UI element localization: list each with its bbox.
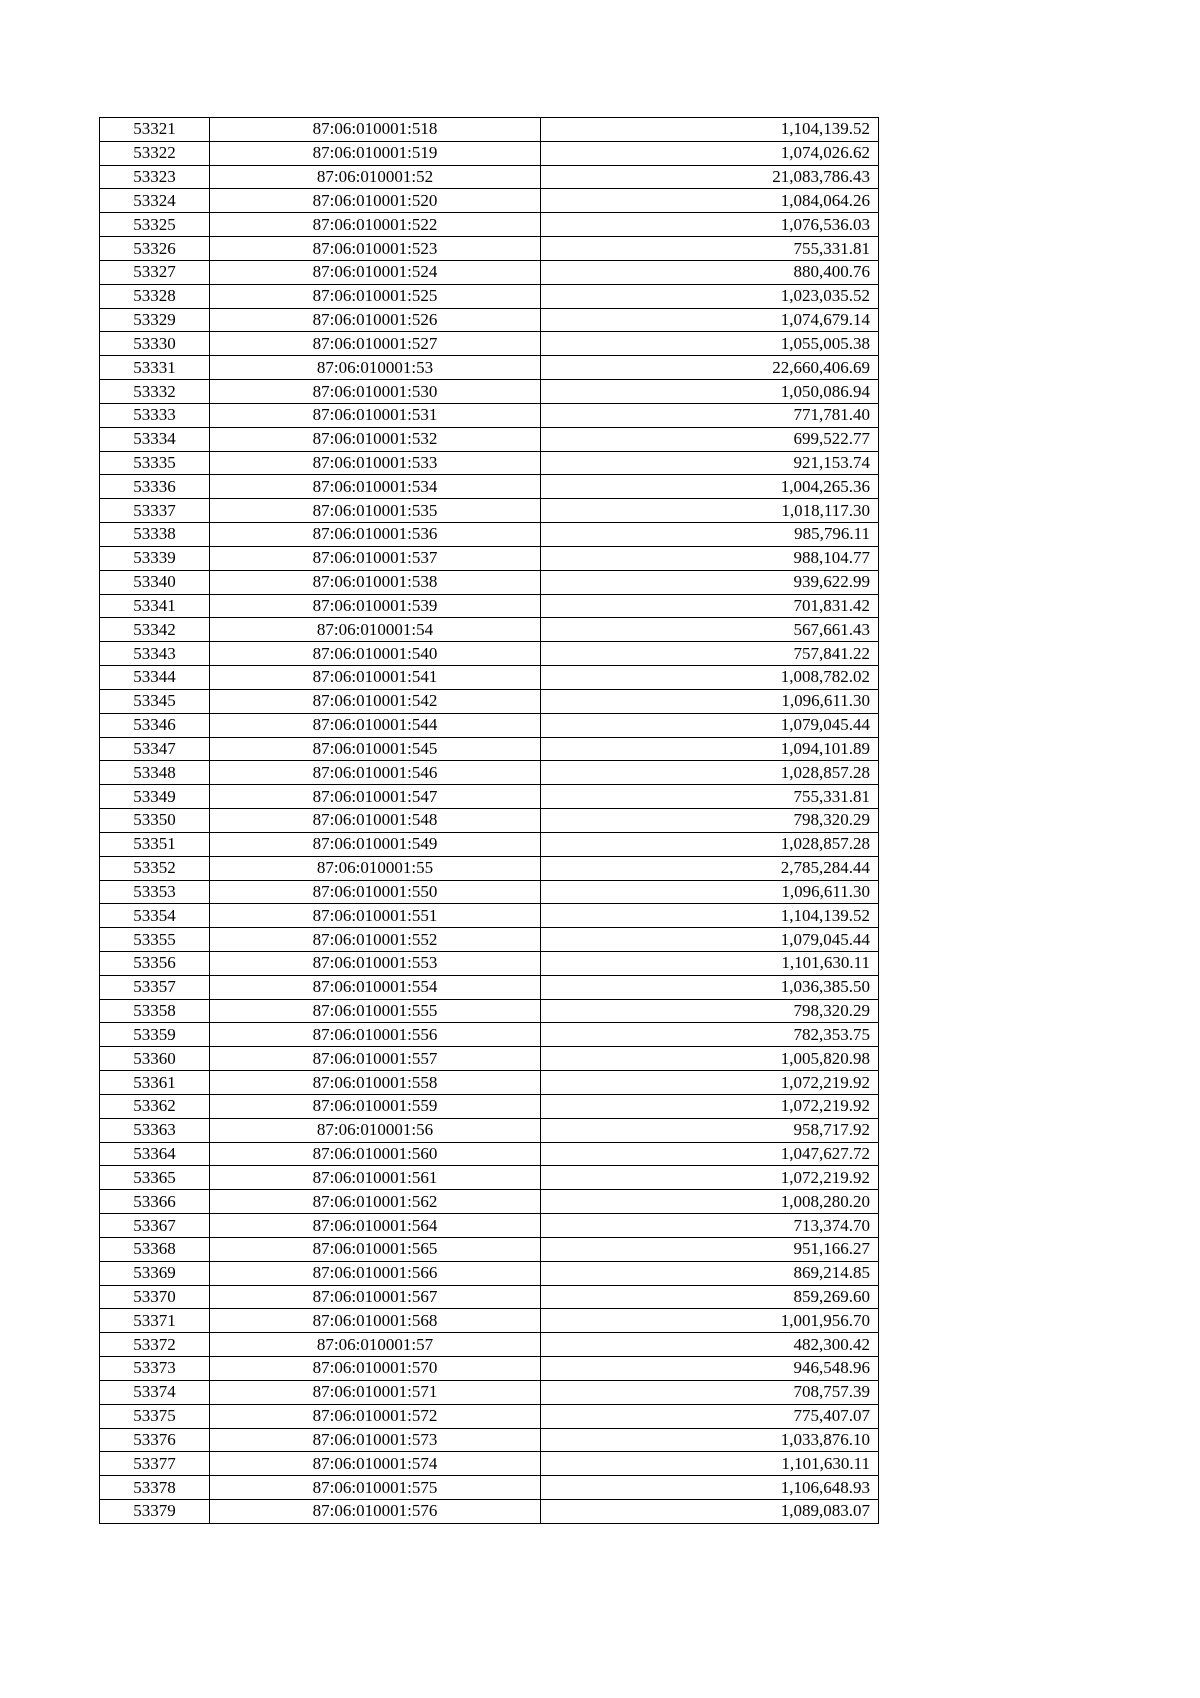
cadastral-number-cell: 87:06:010001:564 (210, 1214, 541, 1238)
cadastral-number-cell: 87:06:010001:539 (210, 594, 541, 618)
value-cell: 482,300.42 (541, 1333, 879, 1357)
cadastral-value-table (99, 117, 879, 1524)
table-row (100, 594, 879, 618)
table-row (100, 1142, 879, 1166)
table-row (100, 1285, 879, 1309)
cadastral-number-cell: 87:06:010001:574 (210, 1452, 541, 1476)
cadastral-number-cell: 87:06:010001:558 (210, 1071, 541, 1095)
value-cell: 985,796.11 (541, 523, 879, 547)
table-row (100, 1357, 879, 1381)
cadastral-number-cell: 87:06:010001:571 (210, 1380, 541, 1404)
cadastral-number-cell: 87:06:010001:523 (210, 237, 541, 261)
table-row (100, 118, 879, 142)
cadastral-number-cell: 87:06:010001:557 (210, 1047, 541, 1071)
row-number-cell: 53325 (100, 213, 210, 237)
row-number-cell: 53338 (100, 523, 210, 547)
value-cell: 1,004,265.36 (541, 475, 879, 499)
cadastral-number-cell: 87:06:010001:536 (210, 523, 541, 547)
row-number-cell: 53348 (100, 761, 210, 785)
value-cell: 1,005,820.98 (541, 1047, 879, 1071)
table-row (100, 284, 879, 308)
cadastral-number-cell: 87:06:010001:534 (210, 475, 541, 499)
table-row (100, 880, 879, 904)
value-cell: 755,331.81 (541, 237, 879, 261)
value-cell: 1,074,679.14 (541, 308, 879, 332)
table-row (100, 165, 879, 189)
cadastral-number-cell: 87:06:010001:524 (210, 260, 541, 284)
value-cell: 2,785,284.44 (541, 856, 879, 880)
value-cell: 1,106,648.93 (541, 1476, 879, 1500)
row-number-cell: 53365 (100, 1166, 210, 1190)
value-cell: 1,018,117.30 (541, 499, 879, 523)
table-row (100, 1118, 879, 1142)
table-row (100, 1404, 879, 1428)
row-number-cell: 53374 (100, 1380, 210, 1404)
row-number-cell: 53361 (100, 1071, 210, 1095)
row-number-cell: 53333 (100, 403, 210, 427)
cadastral-number-cell: 87:06:010001:572 (210, 1404, 541, 1428)
table-row (100, 999, 879, 1023)
value-cell: 708,757.39 (541, 1380, 879, 1404)
table-row (100, 1214, 879, 1238)
row-number-cell: 53364 (100, 1142, 210, 1166)
value-cell: 1,008,280.20 (541, 1190, 879, 1214)
row-number-cell: 53352 (100, 856, 210, 880)
value-cell: 713,374.70 (541, 1214, 879, 1238)
table-row (100, 642, 879, 666)
cadastral-number-cell: 87:06:010001:575 (210, 1476, 541, 1500)
row-number-cell: 53369 (100, 1261, 210, 1285)
value-cell: 1,104,139.52 (541, 118, 879, 142)
table-row (100, 499, 879, 523)
table-row (100, 1333, 879, 1357)
value-cell: 869,214.85 (541, 1261, 879, 1285)
table-row (100, 1094, 879, 1118)
table-row (100, 1476, 879, 1500)
value-cell: 1,094,101.89 (541, 737, 879, 761)
table-row (100, 451, 879, 475)
table-row (100, 380, 879, 404)
table-row (100, 308, 879, 332)
table-row (100, 356, 879, 380)
table-row (100, 1380, 879, 1404)
value-cell: 1,008,782.02 (541, 666, 879, 690)
cadastral-number-cell: 87:06:010001:519 (210, 141, 541, 165)
value-cell: 1,028,857.28 (541, 832, 879, 856)
value-cell: 859,269.60 (541, 1285, 879, 1309)
row-number-cell: 53336 (100, 475, 210, 499)
value-cell: 1,055,005.38 (541, 332, 879, 356)
table-body (100, 118, 879, 1524)
cadastral-number-cell: 87:06:010001:566 (210, 1261, 541, 1285)
table-row (100, 689, 879, 713)
table-row (100, 713, 879, 737)
table-row (100, 332, 879, 356)
value-cell: 988,104.77 (541, 546, 879, 570)
value-cell: 1,076,536.03 (541, 213, 879, 237)
table-row (100, 141, 879, 165)
cadastral-number-cell: 87:06:010001:52 (210, 165, 541, 189)
row-number-cell: 53355 (100, 928, 210, 952)
row-number-cell: 53331 (100, 356, 210, 380)
row-number-cell: 53376 (100, 1428, 210, 1452)
table-row (100, 1190, 879, 1214)
table-row (100, 570, 879, 594)
row-number-cell: 53340 (100, 570, 210, 594)
value-cell: 921,153.74 (541, 451, 879, 475)
cadastral-number-cell: 87:06:010001:545 (210, 737, 541, 761)
row-number-cell: 53329 (100, 308, 210, 332)
cadastral-number-cell: 87:06:010001:547 (210, 785, 541, 809)
row-number-cell: 53370 (100, 1285, 210, 1309)
cadastral-number-cell: 87:06:010001:542 (210, 689, 541, 713)
value-cell: 757,841.22 (541, 642, 879, 666)
row-number-cell: 53353 (100, 880, 210, 904)
cadastral-number-cell: 87:06:010001:551 (210, 904, 541, 928)
table-row (100, 546, 879, 570)
table-row (100, 1428, 879, 1452)
row-number-cell: 53372 (100, 1333, 210, 1357)
value-cell: 22,660,406.69 (541, 356, 879, 380)
value-cell: 798,320.29 (541, 999, 879, 1023)
value-cell: 1,074,026.62 (541, 141, 879, 165)
table-row (100, 1261, 879, 1285)
value-cell: 1,033,876.10 (541, 1428, 879, 1452)
row-number-cell: 53335 (100, 451, 210, 475)
row-number-cell: 53347 (100, 737, 210, 761)
row-number-cell: 53334 (100, 427, 210, 451)
cadastral-number-cell: 87:06:010001:576 (210, 1500, 541, 1524)
value-cell: 755,331.81 (541, 785, 879, 809)
cadastral-number-cell: 87:06:010001:525 (210, 284, 541, 308)
row-number-cell: 53341 (100, 594, 210, 618)
value-cell: 958,717.92 (541, 1118, 879, 1142)
value-cell: 771,781.40 (541, 403, 879, 427)
row-number-cell: 53349 (100, 785, 210, 809)
row-number-cell: 53378 (100, 1476, 210, 1500)
table-row (100, 213, 879, 237)
cadastral-number-cell: 87:06:010001:561 (210, 1166, 541, 1190)
row-number-cell: 53323 (100, 165, 210, 189)
value-cell: 1,023,035.52 (541, 284, 879, 308)
value-cell: 1,096,611.30 (541, 880, 879, 904)
cadastral-number-cell: 87:06:010001:562 (210, 1190, 541, 1214)
cadastral-number-cell: 87:06:010001:560 (210, 1142, 541, 1166)
table-row (100, 189, 879, 213)
row-number-cell: 53330 (100, 332, 210, 356)
table-row (100, 975, 879, 999)
value-cell: 1,079,045.44 (541, 713, 879, 737)
row-number-cell: 53343 (100, 642, 210, 666)
table-row (100, 1047, 879, 1071)
row-number-cell: 53324 (100, 189, 210, 213)
row-number-cell: 53367 (100, 1214, 210, 1238)
cadastral-number-cell: 87:06:010001:541 (210, 666, 541, 690)
cadastral-number-cell: 87:06:010001:553 (210, 951, 541, 975)
cadastral-number-cell: 87:06:010001:53 (210, 356, 541, 380)
cadastral-number-cell: 87:06:010001:54 (210, 618, 541, 642)
row-number-cell: 53362 (100, 1094, 210, 1118)
value-cell: 1,050,086.94 (541, 380, 879, 404)
cadastral-number-cell: 87:06:010001:548 (210, 809, 541, 833)
table-row (100, 1452, 879, 1476)
row-number-cell: 53368 (100, 1237, 210, 1261)
cadastral-number-cell: 87:06:010001:518 (210, 118, 541, 142)
cadastral-number-cell: 87:06:010001:549 (210, 832, 541, 856)
cadastral-number-cell: 87:06:010001:559 (210, 1094, 541, 1118)
cadastral-number-cell: 87:06:010001:522 (210, 213, 541, 237)
table-row (100, 475, 879, 499)
row-number-cell: 53345 (100, 689, 210, 713)
cadastral-number-cell: 87:06:010001:570 (210, 1357, 541, 1381)
table-row (100, 618, 879, 642)
value-cell: 1,028,857.28 (541, 761, 879, 785)
cadastral-number-cell: 87:06:010001:550 (210, 880, 541, 904)
cadastral-number-cell: 87:06:010001:568 (210, 1309, 541, 1333)
row-number-cell: 53356 (100, 951, 210, 975)
cadastral-number-cell: 87:06:010001:535 (210, 499, 541, 523)
cadastral-number-cell: 87:06:010001:546 (210, 761, 541, 785)
cadastral-number-cell: 87:06:010001:544 (210, 713, 541, 737)
row-number-cell: 53373 (100, 1357, 210, 1381)
row-number-cell: 53339 (100, 546, 210, 570)
row-number-cell: 53322 (100, 141, 210, 165)
row-number-cell: 53379 (100, 1500, 210, 1524)
row-number-cell: 53328 (100, 284, 210, 308)
value-cell: 782,353.75 (541, 1023, 879, 1047)
value-cell: 1,036,385.50 (541, 975, 879, 999)
cadastral-number-cell: 87:06:010001:56 (210, 1118, 541, 1142)
cadastral-number-cell: 87:06:010001:526 (210, 308, 541, 332)
cadastral-number-cell: 87:06:010001:530 (210, 380, 541, 404)
row-number-cell: 53327 (100, 260, 210, 284)
row-number-cell: 53357 (100, 975, 210, 999)
value-cell: 1,079,045.44 (541, 928, 879, 952)
value-cell: 1,072,219.92 (541, 1071, 879, 1095)
table-row (100, 523, 879, 547)
row-number-cell: 53351 (100, 832, 210, 856)
row-number-cell: 53371 (100, 1309, 210, 1333)
table-row (100, 928, 879, 952)
row-number-cell: 53358 (100, 999, 210, 1023)
row-number-cell: 53337 (100, 499, 210, 523)
table-row (100, 427, 879, 451)
row-number-cell: 53346 (100, 713, 210, 737)
value-cell: 1,104,139.52 (541, 904, 879, 928)
table-row (100, 761, 879, 785)
cadastral-number-cell: 87:06:010001:527 (210, 332, 541, 356)
value-cell: 701,831.42 (541, 594, 879, 618)
value-cell: 946,548.96 (541, 1357, 879, 1381)
table-row (100, 785, 879, 809)
value-cell: 699,522.77 (541, 427, 879, 451)
row-number-cell: 53332 (100, 380, 210, 404)
cadastral-number-cell: 87:06:010001:565 (210, 1237, 541, 1261)
cadastral-number-cell: 87:06:010001:556 (210, 1023, 541, 1047)
row-number-cell: 53375 (100, 1404, 210, 1428)
table-row (100, 666, 879, 690)
row-number-cell: 53350 (100, 809, 210, 833)
cadastral-number-cell: 87:06:010001:55 (210, 856, 541, 880)
cadastral-number-cell: 87:06:010001:538 (210, 570, 541, 594)
value-cell: 939,622.99 (541, 570, 879, 594)
table-row (100, 1166, 879, 1190)
value-cell: 1,047,627.72 (541, 1142, 879, 1166)
cadastral-number-cell: 87:06:010001:552 (210, 928, 541, 952)
cadastral-number-cell: 87:06:010001:567 (210, 1285, 541, 1309)
value-cell: 567,661.43 (541, 618, 879, 642)
row-number-cell: 53377 (100, 1452, 210, 1476)
cadastral-number-cell: 87:06:010001:540 (210, 642, 541, 666)
cadastral-number-cell: 87:06:010001:555 (210, 999, 541, 1023)
table-row (100, 1500, 879, 1524)
cadastral-number-cell: 87:06:010001:531 (210, 403, 541, 427)
value-cell: 880,400.76 (541, 260, 879, 284)
value-cell: 21,083,786.43 (541, 165, 879, 189)
cadastral-number-cell: 87:06:010001:554 (210, 975, 541, 999)
table-row (100, 403, 879, 427)
value-cell: 798,320.29 (541, 809, 879, 833)
row-number-cell: 53360 (100, 1047, 210, 1071)
row-number-cell: 53363 (100, 1118, 210, 1142)
row-number-cell: 53326 (100, 237, 210, 261)
value-cell: 1,001,956.70 (541, 1309, 879, 1333)
cadastral-number-cell: 87:06:010001:520 (210, 189, 541, 213)
table-row (100, 809, 879, 833)
value-cell: 1,101,630.11 (541, 951, 879, 975)
value-cell: 1,096,611.30 (541, 689, 879, 713)
table-row (100, 1309, 879, 1333)
value-cell: 1,084,064.26 (541, 189, 879, 213)
table-row (100, 904, 879, 928)
cadastral-number-cell: 87:06:010001:532 (210, 427, 541, 451)
table-row (100, 260, 879, 284)
table-row (100, 1023, 879, 1047)
row-number-cell: 53321 (100, 118, 210, 142)
row-number-cell: 53342 (100, 618, 210, 642)
value-cell: 1,072,219.92 (541, 1166, 879, 1190)
table-row (100, 951, 879, 975)
table-row (100, 832, 879, 856)
cadastral-number-cell: 87:06:010001:573 (210, 1428, 541, 1452)
table-row (100, 856, 879, 880)
value-cell: 1,089,083.07 (541, 1500, 879, 1524)
value-cell: 951,166.27 (541, 1237, 879, 1261)
table-row (100, 1237, 879, 1261)
value-cell: 775,407.07 (541, 1404, 879, 1428)
row-number-cell: 53366 (100, 1190, 210, 1214)
cadastral-number-cell: 87:06:010001:57 (210, 1333, 541, 1357)
table-row (100, 737, 879, 761)
table-row (100, 1071, 879, 1095)
table-row (100, 237, 879, 261)
row-number-cell: 53354 (100, 904, 210, 928)
row-number-cell: 53359 (100, 1023, 210, 1047)
value-cell: 1,072,219.92 (541, 1094, 879, 1118)
value-cell: 1,101,630.11 (541, 1452, 879, 1476)
cadastral-number-cell: 87:06:010001:537 (210, 546, 541, 570)
row-number-cell: 53344 (100, 666, 210, 690)
cadastral-number-cell: 87:06:010001:533 (210, 451, 541, 475)
